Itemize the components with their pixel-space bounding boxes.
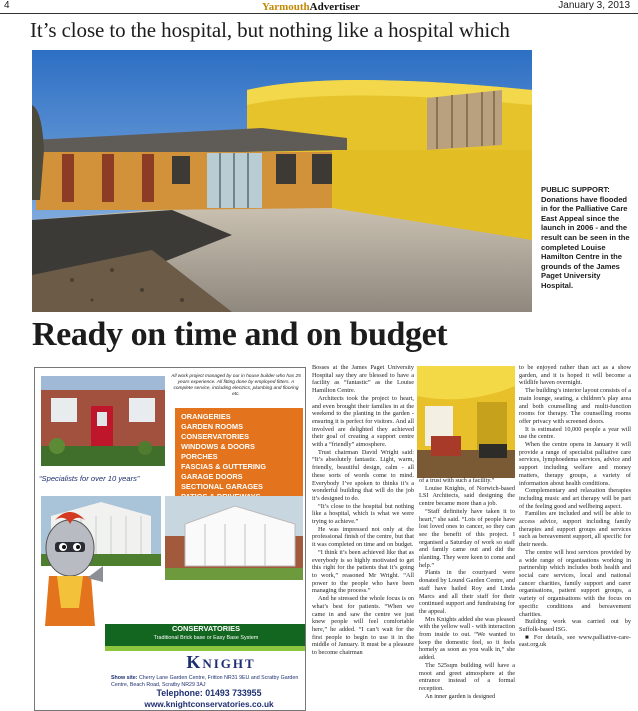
header-rule — [0, 13, 638, 14]
brand-logo: Knight — [186, 652, 256, 672]
paragraph: Building work was carried out by Suffolk-based ISG. — [519, 618, 631, 633]
service-item: PORCHES — [181, 452, 218, 461]
paragraph: He was impressed not only at the professional finish of the centre, but that it was completed on time and on budget. — [312, 525, 414, 549]
interior-photo — [417, 366, 515, 478]
strip-subtitle: Traditional Brick base or Easy Base System — [153, 635, 259, 641]
service-item: CONSERVATORIES — [181, 432, 250, 441]
paragraph: An inner garden is designed — [425, 692, 496, 700]
article-column-2 — [419, 477, 515, 700]
knight-mascot — [35, 508, 105, 628]
paragraph: The building’s interior layout consists of a main lounge, seating, a children’s play area and both counselling and multi-function rooms for therapy. The counselling rooms offer privacy with screened doors. — [519, 387, 631, 425]
article-column-3 — [519, 364, 631, 649]
issue-date: January 3, 2013 — [558, 0, 630, 11]
paragraph: Families are included and will be able to access advice, support including family therapies and support groups and services such as bereavement support, all specific for their needs. — [519, 510, 631, 549]
photo-caption — [541, 185, 633, 291]
publication-name-part1: Yarmouth — [262, 1, 310, 13]
paragraph: Louise Knights, of Norwich-based LSI Architects, said designing the centre became more than a job. — [419, 484, 515, 508]
paragraph: of a trust with such a facility.” — [419, 477, 495, 484]
showsite-label: Show site: — [111, 675, 138, 681]
ad-tagline: “Specialists for over 10 years” — [39, 474, 140, 483]
service-item: FASCIAS & GUTTERING — [181, 462, 266, 471]
paragraph: “I think it’s been achieved like that as everybody is so highly motivated to get this right for the patients that it’s going to work,” reasoned Mr Wright. “All power to the people who have been managing the process.” — [312, 548, 414, 595]
conservatory-photo-2 — [165, 496, 303, 580]
paragraph: Bosses at the James Paget University Hospital say they are blessed to have a facility as “fantastic” as the Louise Hamilton Centre. — [312, 364, 414, 395]
service-item: GARDEN ROOMS — [181, 422, 244, 431]
top-headline: It’s close to the hospital, but nothing like a hospital which — [30, 18, 510, 42]
showsite-info — [111, 675, 306, 689]
paragraph: It is estimated 10,000 people a year will use the centre. — [519, 425, 631, 441]
strip-title: CONSERVATORIES — [171, 624, 241, 633]
paragraph: Plants in the courtyard were donated by Lound Garden Centre, and staff have hailed Roy and Linda Marcs and all their staff for their continued support and fundraising for the appeal. — [419, 569, 515, 615]
paragraph: Complementary and relaxation therapies including music and art therapy will be part of the feeling good and wellbeing aspect. — [519, 487, 631, 510]
paragraph: The centre will host services provided by a wide range of organisations working in partnership which includes both health and social care services, local and national cancer charities, family support and carer organisations, patient support groups, a variety of organisations with the focus on specific conditions and bereavement charities. — [519, 548, 631, 618]
website-link[interactable]: ■ For details, see www.palliative-care-east.org.uk — [519, 633, 631, 649]
centre-photo — [32, 50, 532, 312]
ad-website: www.knightconservatories.co.uk — [144, 699, 274, 709]
paragraph: Trust chairman David Wright said: “It’s absolutely fantastic. Light, warm, friendly, beautiful design, calm - all these sorts of words come to mind. Everybody I’ve spoken to thinks it’s a wonderful building that will do the job it’s designed to do. — [312, 448, 414, 502]
service-item: GARAGE DOORS — [181, 472, 243, 481]
publication-name-part2: Advertiser — [309, 1, 360, 13]
service-item: WINDOWS & DOORS — [181, 442, 255, 451]
publication-name — [262, 1, 360, 13]
caption-text: Donations have flooded in for the Palliative Care East Appeal since the launch in 2006 - and the result can be seen in the completed Louise Hamilton Centre in the grounds of the James Paget University Hospital. — [541, 194, 630, 290]
house-photo — [41, 376, 165, 466]
caption-lead: PUBLIC SUPPORT: — [541, 185, 610, 194]
paragraph: to be enjoyed rather than act as a show garden, and it is hoped it will become a wildlife haven overnight. — [519, 364, 631, 387]
ad-telephone: Telephone: 01493 733955 — [156, 688, 262, 698]
paragraph: “It’s close to the hospital but nothing like a hospital, which is what we were trying to achieve.” — [312, 502, 414, 526]
paragraph: And he stressed the whole focus is on what’s best for patients. “When we came in and saw the centre we just knew people will feel comfortable here,” he added. “I can’t wait for the first people to begin to use it in the middle of January. It must be a pleasure to become chairman — [312, 595, 414, 657]
paragraph: When the centre opens in January it will provide a range of specialist palliative care services, lymphoedema services, advice and support including welfare and money matters, therapy groups, a variety of information about health conditions. — [519, 441, 631, 487]
knight-conservatories-ad — [34, 367, 306, 711]
conservatories-strip — [105, 624, 306, 646]
service-item: SECTIONAL GARAGES — [181, 482, 263, 491]
article-headline: Ready on time and on budget — [32, 316, 448, 353]
paragraph: Architects took the project to heart, and even brought their families in at the weekend to the planting in the garden - ensuring it is perfect for visitors. And all involved are delighted they achieved their goal of creating a support centre with a “friendly” atmosphere. — [312, 394, 414, 449]
paragraph: Mrs Knights added she was pleased with the yellow wall - with interaction from inside to out. “We wanted to keep the domestic feel, so it feels homely as soon as you walk in,” she added. — [419, 615, 515, 662]
article-column-1 — [312, 364, 414, 657]
service-item: ORANGERIES — [181, 412, 231, 421]
showsite-text: Cherry Lane Garden Centre, Fritton NR31 9EU and Scratby Garden Centre, Beach Road, Scratby NR29 3AJ — [111, 675, 299, 688]
ad-note: All work project managed by our in house builder who has 25 years experience. All fitting done by employed fitters. A complete service, including electrics, plumbing and flooring etc. — [171, 374, 301, 397]
paragraph: “Staff definitely have taken it to heart,” she said. “Lots of people have lost loved ones to cancer, so they can see the benefit of this project. I organised a Saturday of work so staff and family came out and did the planting. They were keen to come and help.” — [419, 507, 515, 569]
paragraph: The 525sqm building will have a moot and greet atmosphere at the entrance instead of a formal reception. — [419, 661, 515, 692]
page-number: 4 — [4, 0, 10, 11]
